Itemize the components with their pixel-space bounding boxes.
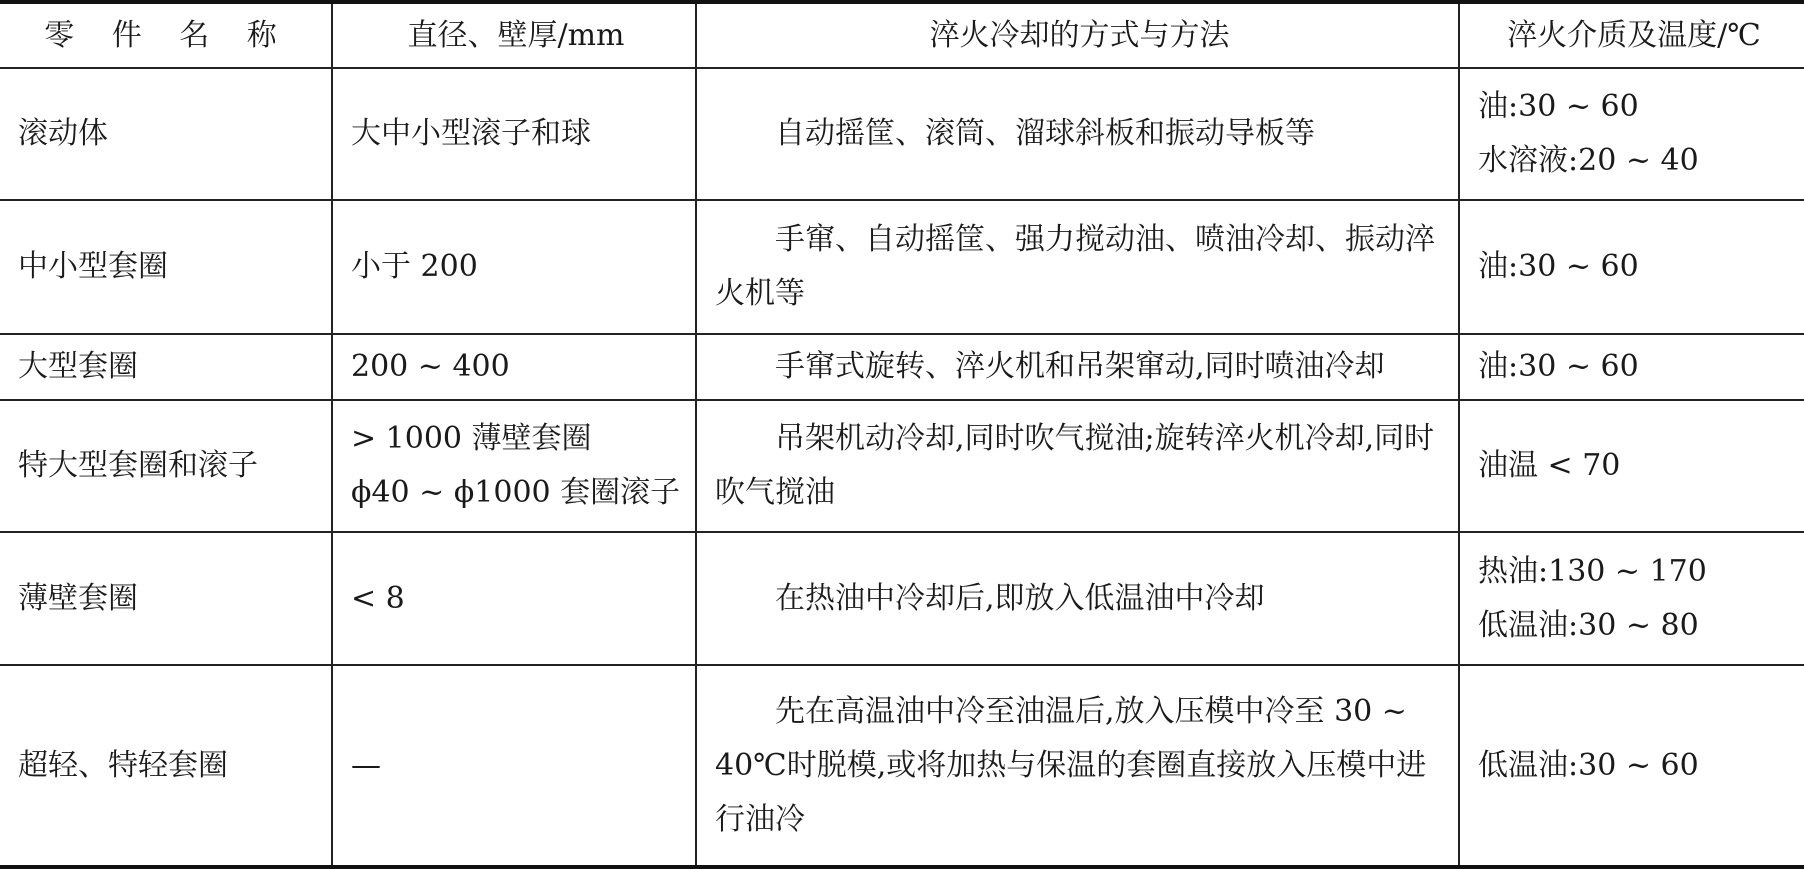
header-part-name: 零 件 名 称 [0, 2, 332, 68]
cell-part: 特大型套圈和滚子 [0, 400, 332, 532]
cell-method: 先在高温油中冷至油温后,放入压模中冷至 30 ~ 40℃时脱模,或将加热与保温的套圈直接放入压模中进行油冷 [696, 665, 1459, 867]
size-line: ϕ40 ~ ϕ1000 套圈滚子 [351, 475, 681, 510]
size-line: 大中小型滚子和球 [351, 116, 591, 151]
medium-line: 油:30 ~ 60 [1478, 249, 1639, 284]
size-line: 200 ~ 400 [351, 349, 510, 384]
cell-medium [1459, 532, 1804, 665]
size-line: 小于 200 [351, 249, 478, 284]
cell-size [332, 665, 696, 867]
table-row [0, 532, 1804, 665]
medium-line: 油:30 ~ 60 [1478, 89, 1639, 124]
cell-size [332, 334, 696, 400]
table-row [0, 665, 1804, 867]
cell-method: 在热油中冷却后,即放入低温油中冷却 [696, 532, 1459, 665]
table-row [0, 200, 1804, 334]
medium-line: 油温 < 70 [1478, 448, 1621, 483]
header-method: 淬火冷却的方式与方法 [696, 2, 1459, 68]
cell-size [332, 400, 696, 532]
cell-size [332, 200, 696, 334]
cell-medium [1459, 68, 1804, 200]
cell-part: 滚动体 [0, 68, 332, 200]
cell-method: 吊架机动冷却,同时吹气搅油;旋转淬火机冷却,同时吹气搅油 [696, 400, 1459, 532]
medium-line: 热油:130 ~ 170 [1478, 553, 1707, 589]
cell-part: 大型套圈 [0, 334, 332, 400]
table-header-row [0, 2, 1804, 68]
cell-size [332, 68, 696, 200]
cell-medium [1459, 334, 1804, 400]
medium-line: 低温油:30 ~ 80 [1478, 607, 1699, 643]
cell-part: 中小型套圈 [0, 200, 332, 334]
table-row [0, 68, 1804, 200]
cell-part: 超轻、特轻套圈 [0, 665, 332, 867]
size-line: < 8 [351, 580, 405, 616]
header-medium: 淬火介质及温度/℃ [1459, 2, 1804, 68]
table-row [0, 400, 1804, 532]
cell-size [332, 532, 696, 665]
cell-part: 薄壁套圈 [0, 532, 332, 665]
medium-line: 低温油:30 ~ 60 [1478, 747, 1699, 783]
cell-medium [1459, 400, 1804, 532]
size-line: > 1000 薄壁套圈 [351, 421, 592, 456]
medium-line: 水溶液:20 ~ 40 [1478, 143, 1699, 178]
cell-method: 自动摇筐、滚筒、溜球斜板和振动导板等 [696, 68, 1459, 200]
cell-method: 手窜式旋转、淬火机和吊架窜动,同时喷油冷却 [696, 334, 1459, 400]
table-row [0, 334, 1804, 400]
cell-medium [1459, 665, 1804, 867]
medium-line: 油:30 ~ 60 [1478, 349, 1639, 384]
size-line: — [351, 747, 381, 783]
cell-medium [1459, 200, 1804, 334]
cell-method: 手窜、自动摇筐、强力搅动油、喷油冷却、振动淬火机等 [696, 200, 1459, 334]
header-diameter: 直径、壁厚/mm [332, 2, 696, 68]
